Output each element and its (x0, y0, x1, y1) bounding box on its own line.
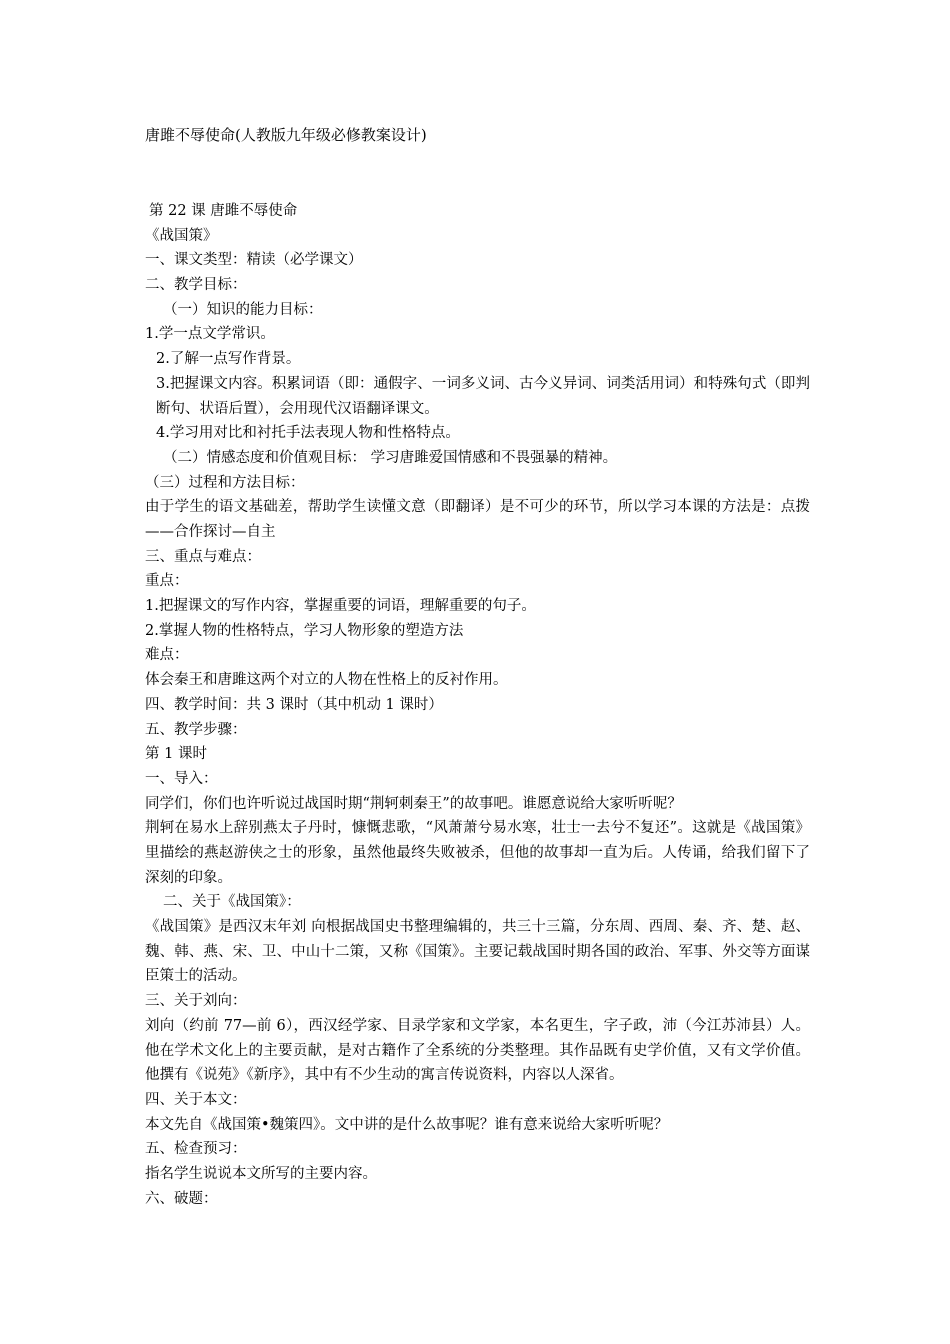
difficult-point-text: 体会秦王和唐雎这两个对立的人物在性格上的反衬作用。 (145, 672, 508, 689)
intro-paragraph: 同学们，你们也许听说过战国时期“荆轲刺秦王”的故事吧。谁愿意说给大家听听呢？ (145, 795, 682, 812)
emotion-goal-line: （二）情感态度和价值观目标： 学习唐雎爱国情感和不畏强暴的精神。 (163, 449, 618, 466)
knowledge-goal-item: 2.了解一点写作背景。 (156, 351, 301, 368)
intro-heading: 一、导入： (145, 770, 218, 787)
document-body (145, 199, 810, 1211)
about-author-heading: 三、关于刘向： (145, 993, 247, 1010)
key-point-item: 2.掌握人物的性格特点，学习人物形象的塑造方法 (145, 622, 464, 639)
about-book-paragraph: 《战国策》是西汉末年刘 向根据战国史书整理编辑的，共三十三篇，分东周、西周、秦、齐、楚、赵、魏、韩、燕、宋、卫、中山十二策，又称《国策》。主要记载战国时期各国的政治、军事、外交等方面谋臣策士的活动。 (145, 919, 810, 985)
about-text-heading: 四、关于本文： (145, 1091, 247, 1108)
key-label: 重点： (145, 573, 189, 590)
key-point-item: 1.把握课文的写作内容，掌握重要的词语，理解重要的句子。 (145, 598, 536, 615)
process-goal-heading: （三）过程和方法目标： (145, 474, 305, 491)
about-book-heading: 二、关于《战国策》： (163, 894, 301, 911)
teaching-steps-heading: 五、教学步骤： (145, 721, 247, 738)
knowledge-goal-heading: （一）知识的能力目标： (163, 301, 323, 318)
intro-paragraph: 荆轲在易水上辞别燕太子丹时，慷慨悲歌，“风萧萧兮易水寒，壮士一去兮不复还”。这就是《战国策》里描绘的燕赵游侠之士的形象，虽然他最终失败被杀，但他的故事却一直为后。人传诵，给我们留下了深刻的印象。 (145, 820, 810, 886)
key-points-heading: 三、重点与难点： (145, 548, 261, 565)
knowledge-goal-item: 4.学习用对比和衬托手法表现人物和性格特点。 (156, 425, 460, 442)
preview-heading: 五、检查预习： (145, 1141, 247, 1158)
goals-heading: 二、教学目标： (145, 277, 247, 294)
process-goal-text: 由于学生的语文基础差，帮助学生读懂文意（即翻译）是不可少的环节，所以学习本课的方法是：点拨——合作探讨—自主 (145, 499, 810, 540)
preview-text: 指名学生说说本文所写的主要内容。 (145, 1166, 377, 1183)
knowledge-goal-item: 3.把握课文内容。积累词语（即：通假字、一词多义词、古今义异词、词类活用词）和特殊句式（即判断句、状语后置），会用现代汉语翻译课文。 (156, 375, 810, 417)
about-author-paragraph: 刘向（约前 77—前 6），西汉经学家、目录学家和文学家，本名更生，字子政，沛（今江苏沛县）人。他在学术文化上的主要贡献，是对古籍作了全系统的分类整理。其作品既有史学价值，又有文学价值。他撰有《说苑》《新序》，其中有不少生动的寓言传说资料，内容以人深省。 (145, 1017, 810, 1084)
difficult-label: 难点： (145, 647, 189, 664)
lesson-heading: 第 22 课 唐雎不辱使命 (149, 203, 298, 219)
about-text-paragraph: 本文先自《战国策•魏策四》。文中讲的是什么故事呢？谁有意来说给大家听听呢？ (145, 1116, 669, 1133)
document-title: 唐雎不辱使命(人教版九年级必修教案设计) (145, 126, 427, 144)
topic-heading: 六、破题： (145, 1190, 218, 1207)
knowledge-goal-item: 1.学一点文学常识。 (145, 326, 275, 343)
teaching-time-line: 四、教学时间：共 3 课时（其中机动 1 课时） (145, 696, 443, 713)
period-heading: 第 1 课时 (145, 746, 207, 763)
source-line: 《战国策》 (145, 227, 218, 244)
lesson-type-line: 一、课文类型：精读（必学课文） (145, 252, 363, 269)
